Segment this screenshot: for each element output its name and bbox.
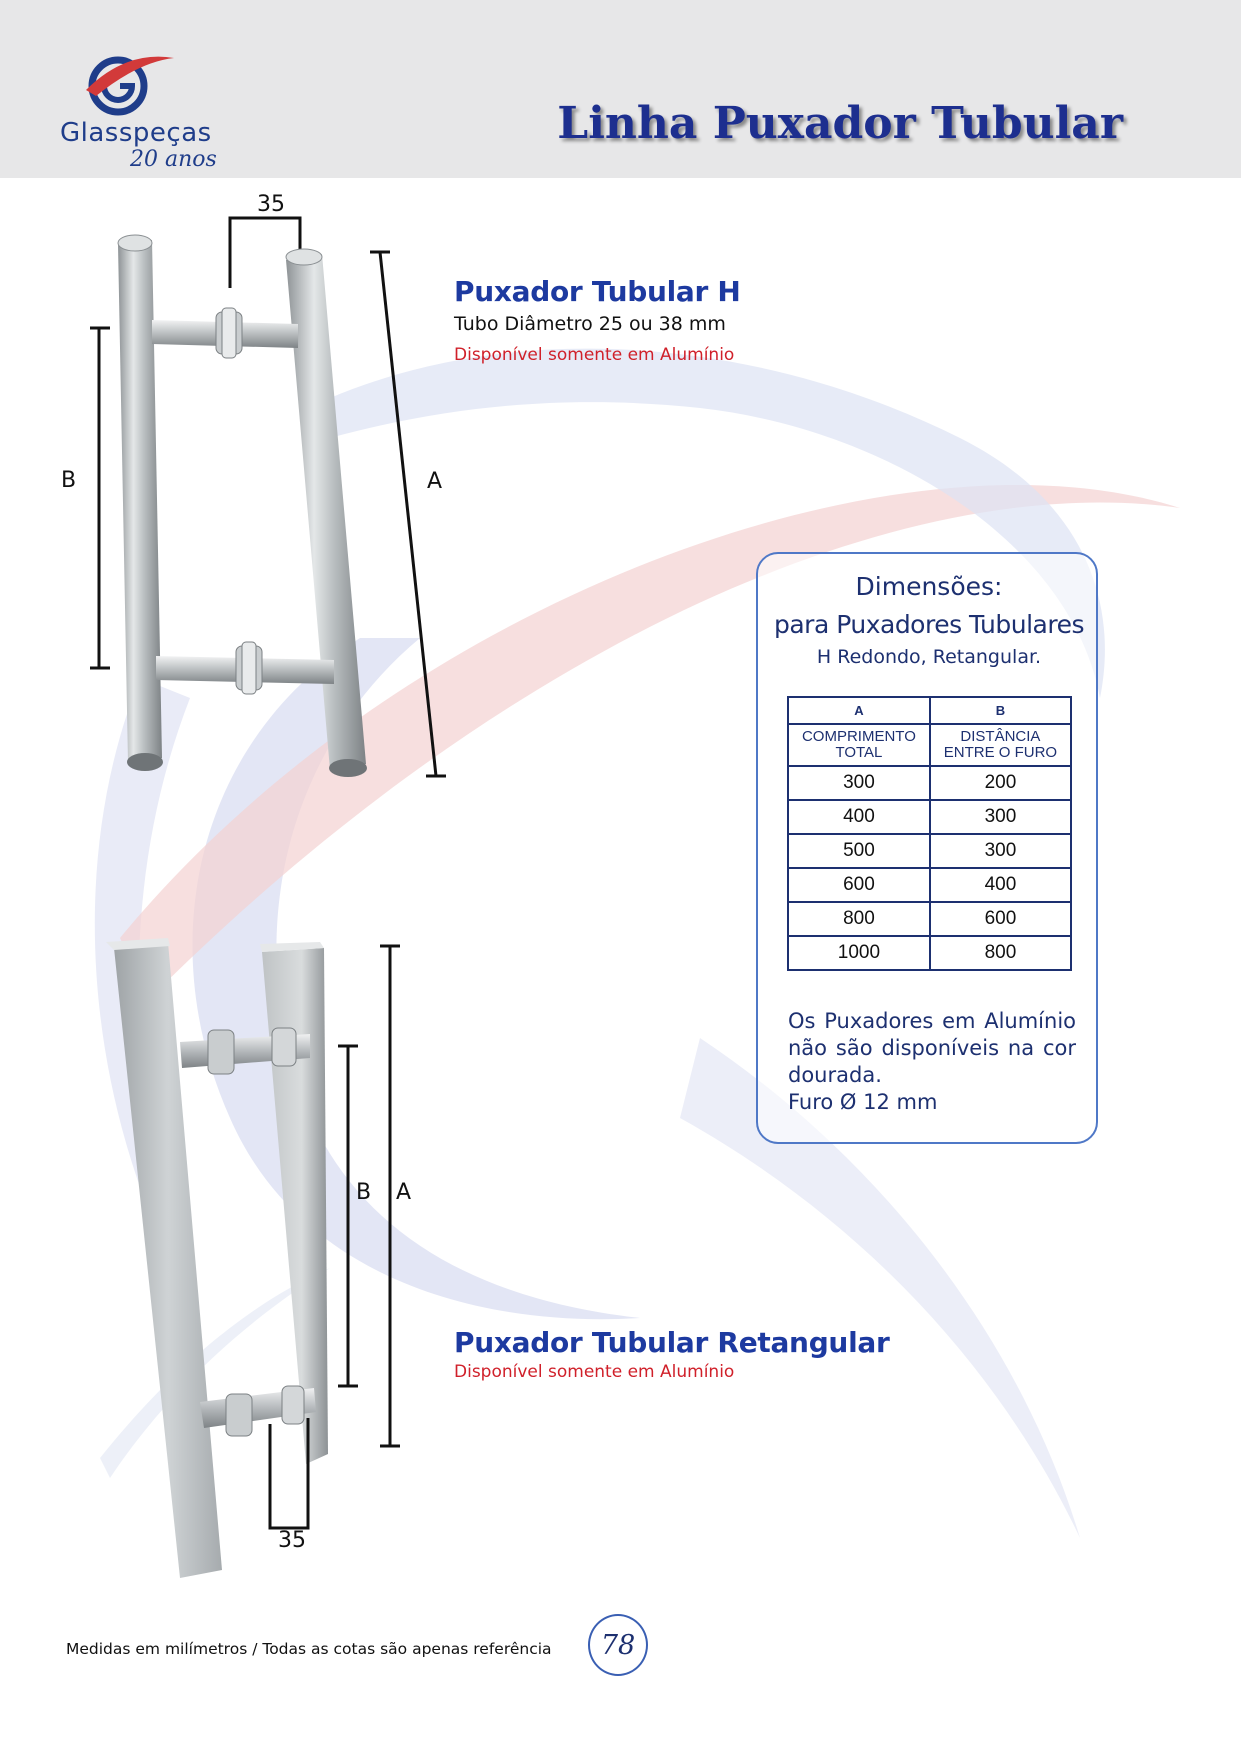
dimensions-subheading: para Puxadores Tubulares: [773, 610, 1084, 639]
dimensions-table: [787, 696, 1072, 971]
dimension-a-label: A: [396, 1180, 412, 1205]
brand-years: 20 anos: [130, 147, 217, 172]
product-title-retangular: Puxador Tubular Retangular: [454, 1326, 890, 1359]
table-cell: 400: [788, 800, 930, 834]
table-row: [788, 868, 1071, 902]
table-cell: 200: [930, 766, 1071, 800]
spacing-label: 35: [257, 192, 285, 217]
product-availability-retangular: Disponível somente em Alumínio: [454, 1362, 735, 1382]
column-subheader-b: DISTÂNCIA ENTRE O FURO: [930, 724, 1071, 766]
note-hole: Furo Ø 12 mm: [788, 1090, 938, 1114]
table-row: [788, 766, 1071, 800]
table-header-row: [788, 697, 1071, 724]
table-cell: 400: [930, 868, 1071, 902]
table-row: [788, 936, 1071, 970]
table-subheader-row: [788, 724, 1071, 766]
table-cell: 300: [788, 766, 930, 800]
table-cell: 800: [930, 936, 1071, 970]
footer-note: Medidas em milímetros / Todas as cotas são apenas referência: [66, 1640, 552, 1658]
dimension-a-label: A: [427, 469, 443, 494]
table-cell: 800: [788, 902, 930, 936]
table-cell: 600: [788, 868, 930, 902]
table-cell: 500: [788, 834, 930, 868]
table-row: [788, 902, 1071, 936]
spacing-label: 35: [278, 1528, 306, 1553]
product-availability-h: Disponível somente em Alumínio: [454, 345, 735, 365]
table-cell: 600: [930, 902, 1071, 936]
table-row: [788, 834, 1071, 868]
column-header-b: B: [930, 697, 1071, 724]
page-number: 78: [600, 1630, 636, 1661]
tubular-h-handle-drawing: [90, 188, 460, 788]
dimensions-models: H Redondo, Retangular.: [816, 646, 1042, 668]
dimensions-heading: Dimensões:: [855, 572, 1003, 601]
table-cell: 300: [930, 834, 1071, 868]
brand-name: Glasspeças: [60, 118, 212, 148]
column-header-a: A: [788, 697, 930, 724]
table-cell: 1000: [788, 936, 930, 970]
page-number-badge: [588, 1614, 648, 1676]
note-aluminium: Os Puxadores em Alumínio não são disponíveis na cor dourada.: [788, 1009, 1076, 1087]
column-subheader-a: COMPRIMENTO TOTAL: [788, 724, 930, 766]
product-subtitle-h: Tubo Diâmetro 25 ou 38 mm: [454, 313, 726, 335]
table-cell: 300: [930, 800, 1071, 834]
dimensions-box: [756, 552, 1098, 1144]
dimension-b-label: B: [356, 1180, 372, 1205]
tubular-rectangular-handle-drawing: [96, 934, 426, 1584]
dimensions-note: [788, 1008, 1076, 1116]
page-title: Linha Puxador Tubular: [557, 98, 1123, 149]
product-title-h: Puxador Tubular H: [454, 275, 741, 308]
dimension-b-label: B: [61, 468, 77, 493]
table-row: [788, 800, 1071, 834]
